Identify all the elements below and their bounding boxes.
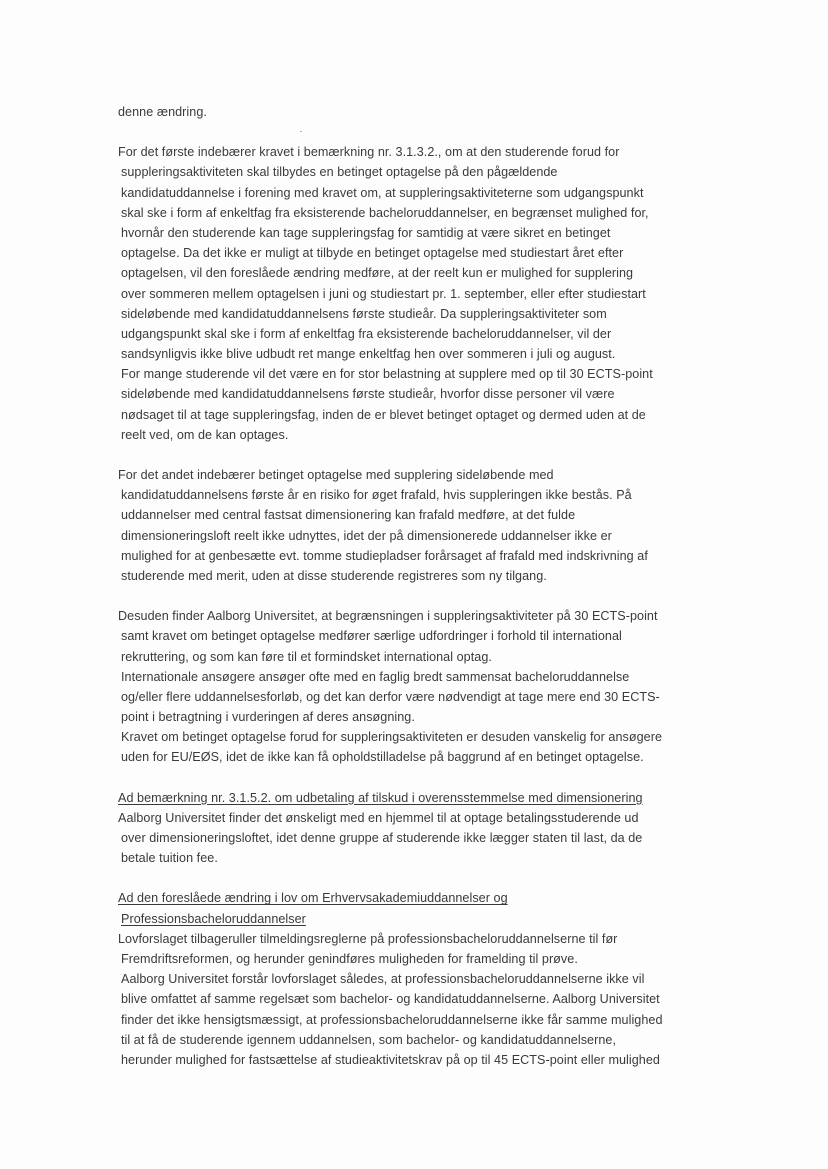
paragraph bbox=[118, 808, 718, 869]
heading-line: Professionsbacheloruddannelser bbox=[121, 911, 306, 926]
text-line: herunder mulighed for fastsættelse af studieaktivitetskrav på op til 45 ECTS-point eller mulighed bbox=[121, 1052, 660, 1067]
text-line: Aalborg Universitet finder det ønskeligt med en hjemmel til at optage betalingsstuderende ud bbox=[118, 810, 639, 825]
paragraph-gap bbox=[118, 768, 718, 788]
paragraph bbox=[118, 102, 718, 122]
document-body bbox=[118, 102, 718, 1070]
text-line: uden for EU/EØS, idet de ikke kan få opholdstilladelse på baggrund af en betinget optagelse. bbox=[121, 750, 644, 765]
text-line: kandidatuddannelse i forening med kravet om, at suppleringsaktiviteterne som udgangspunkt bbox=[121, 185, 644, 200]
text-line: For det andet indebærer betinget optagelse med supplering sideløbende med bbox=[118, 468, 554, 482]
text-line: Desuden finder Aalborg Universitet, at begrænsningen i suppleringsaktiviteter på 30 ECTS-point bbox=[118, 609, 658, 624]
text-line: Aalborg Universitet forstår lovforslaget således, at professionsbacheloruddannelserne ikke vil bbox=[121, 972, 645, 987]
text-line: dimensioneringsloft reelt ikke udnyttes, idet der på dimensionerede uddannelser ikke er bbox=[121, 528, 612, 543]
text-line: mulighed for at genbesætte evt. tomme studiepladser forårsaget af frafald med indskrivning af bbox=[121, 548, 648, 563]
text-line: udgangspunkt skal ske i form af enkeltfag fra eksisterende bacheloruddannelser, vil der bbox=[121, 326, 612, 341]
paragraph bbox=[118, 929, 718, 1070]
paragraph-gap bbox=[118, 868, 718, 888]
text-line: For det første indebærer kravet i bemærkning nr. 3.1.3.2., om at den studerende forud for bbox=[118, 145, 620, 160]
paragraph-gap bbox=[118, 586, 718, 606]
text-line: optagelsen, vil den foreslåede ændring medføre, at der reelt kun er mulighed for supplering bbox=[121, 266, 634, 281]
text-line: studerende med merit, uden at disse studerende registreres som ny tilgang. bbox=[121, 568, 547, 583]
text-line: Internationale ansøgere ansøger ofte med en faglig bredt sammensat bacheloruddannelse bbox=[121, 669, 630, 684]
text-line: skal ske i form af enkeltfag fra eksisterende bacheloruddannelser, en begrænset mulighed for, bbox=[121, 205, 649, 220]
text-line: Lovforslaget tilbageruller tilmeldingsreglerne på professionsbacheloruddannelserne til før bbox=[118, 931, 618, 946]
text-line: nødsaget til at tage suppleringsfag, inden de er blevet betinget optaget og dermed uden at de bbox=[121, 407, 646, 422]
text-line: optagelse. Da det ikke er muligt at tilbyde en betinget optagelse med studiestart året efter bbox=[121, 246, 624, 261]
text-line: Fremdriftsreformen, og herunder genindføres muligheden for framelding til prøve. bbox=[121, 951, 578, 966]
heading-line: Ad den foreslåede ændring i lov om Erhvervsakademiuddannelser og bbox=[118, 891, 508, 906]
section-heading bbox=[118, 788, 718, 808]
paragraph bbox=[118, 606, 718, 768]
text-line: denne ændring. bbox=[118, 105, 207, 119]
text-line: Kravet om betinget optagelse forud for suppleringsaktiviteten er desuden vanskelig for ansøgere bbox=[121, 730, 662, 745]
text-line: til at få de studerende igennem uddannelsen, som bachelor- og kandidatuddannelserne, bbox=[121, 1032, 616, 1047]
paragraph bbox=[118, 465, 718, 586]
text-line: sideløbende med kandidatuddannelsens første studieår. Da suppleringsaktiviteter som bbox=[121, 306, 607, 321]
text-line: sideløbende med kandidatuddannelsens første studieår, hvorfor disse personer vil være bbox=[121, 387, 615, 402]
text-line: blive omfattet af samme regelsæt som bachelor- og kandidatuddannelserne. Aalborg Universitet bbox=[121, 992, 660, 1007]
text-line: og/eller flere uddannelsesforløb, og det kan derfor være nødvendigt at tage mere end 30 ECTS- bbox=[121, 689, 660, 704]
text-line: over sommeren mellem optagelsen i juni og studiestart pr. 1. september, eller efter studiestart bbox=[121, 286, 646, 301]
paragraph-gap bbox=[118, 122, 718, 142]
text-line: samt kravet om betinget optagelse medfører særlige udfordringer i forhold til international bbox=[121, 629, 622, 644]
section-heading bbox=[118, 888, 718, 928]
text-line: kandidatuddannelsens første år en risiko for øget frafald, hvis suppleringen ikke bestås. På bbox=[121, 488, 632, 503]
paragraph-gap bbox=[118, 445, 718, 465]
text-line: finder det ikke hensigtsmæssigt, at professionsbacheloruddannelserne ikke får samme mulighed bbox=[121, 1012, 663, 1027]
text-line: For mange studerende vil det være en for stor belastning at supplere med op til 30 ECTS-point bbox=[121, 367, 653, 382]
text-line: uddannelser med central fastsat dimensionering kan frafald medføre, at det fulde bbox=[121, 508, 576, 523]
text-line: betale tuition fee. bbox=[121, 851, 218, 866]
text-line: hvornår den studerende kan tage suppleringsfag for samtidig at være sikret en betinget bbox=[121, 225, 611, 240]
heading-line: Ad bemærkning nr. 3.1.5.2. om udbetaling af tilskud i overensstemmelse med dimensionering bbox=[118, 790, 643, 805]
text-line: sandsynligvis ikke blive udbudt ret mange enkeltfag hen over sommeren i juli og august. bbox=[121, 347, 616, 362]
text-line: over dimensioneringsloftet, idet denne gruppe af studerende ikke lægger staten til last, da de bbox=[121, 831, 643, 845]
text-line: rekruttering, og som kan føre til et formindsket international optag. bbox=[121, 649, 492, 664]
text-line: point i betragtning i vurderingen af deres ansøgning. bbox=[121, 710, 415, 725]
text-line: suppleringsaktiviteten skal tilbydes en betinget optagelse på den pågældende bbox=[121, 165, 558, 180]
paragraph bbox=[118, 142, 718, 445]
text-line: reelt ved, om de kan optages. bbox=[121, 427, 289, 442]
